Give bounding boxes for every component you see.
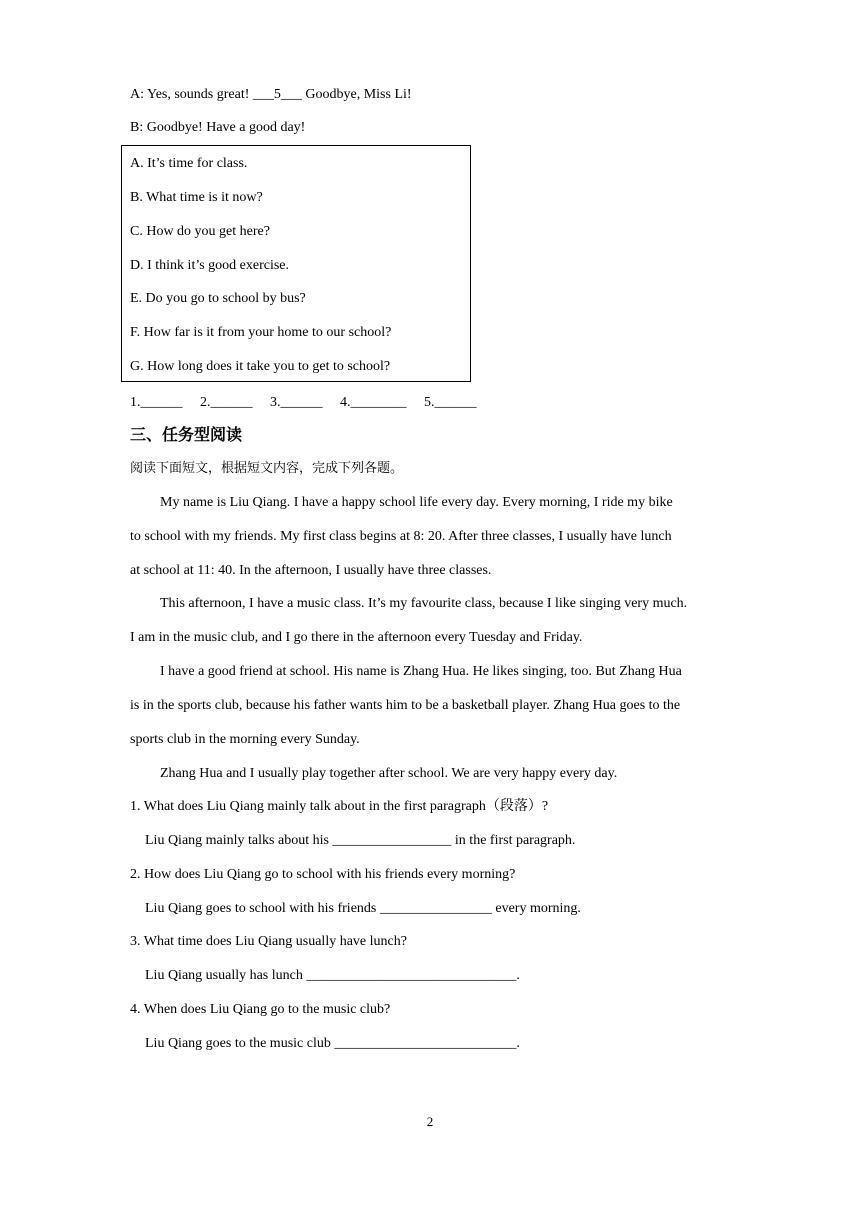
- section-instruction: 阅读下面短文，根据短文内容，完成下列各题。: [130, 461, 404, 476]
- answer-row: [130, 393, 491, 413]
- answer-slot-1: 1.______: [130, 395, 183, 410]
- answer-slot-5: 5.______: [424, 395, 477, 410]
- question-2: 2. How does Liu Qiang go to school with his friends every morning?: [130, 867, 516, 882]
- question-3: 3. What time does Liu Qiang usually have lunch?: [130, 934, 407, 949]
- answer-slot-3: 3.______: [270, 395, 323, 410]
- dialog-a-blank: ___5___: [252, 87, 302, 102]
- option-g: G. How long does it take you to get to school?: [130, 359, 391, 374]
- dialog-a-text: A: Yes, sounds great!: [130, 87, 253, 102]
- answer-slot-2: 2.______: [200, 395, 253, 410]
- passage-line: at school at 11: 40. In the afternoon, I usually have three classes.: [130, 563, 492, 578]
- options-box: [121, 145, 471, 382]
- question-4: 4. When does Liu Qiang go to the music club?: [130, 1002, 391, 1017]
- passage-line: This afternoon, I have a music class. It’s my favourite class, because I like singing very much.: [160, 596, 688, 611]
- passage-line: sports club in the morning every Sunday.: [130, 732, 360, 747]
- passage-line: I am in the music club, and I go there in the afternoon every Tuesday and Friday.: [130, 630, 583, 645]
- answer-line-4: Liu Qiang goes to the music club __________________________.: [145, 1036, 520, 1051]
- page-number: 2: [426, 1114, 434, 1129]
- dialog-line-a: [130, 85, 412, 105]
- option-d: D. I think it’s good exercise.: [130, 258, 290, 273]
- option-c: C. How do you get here?: [130, 224, 270, 239]
- answer-slot-4: 4.________: [340, 395, 407, 410]
- question-1: 1. What does Liu Qiang mainly talk about in the first paragraph（段落）?: [130, 799, 549, 814]
- option-f: F. How far is it from your home to our school?: [130, 325, 392, 340]
- passage-line: to school with my friends. My first class begins at 8: 20. After three classes, I usually have lunch: [130, 529, 672, 544]
- answer-line-2: Liu Qiang goes to school with his friends ________________ every morning.: [145, 901, 581, 916]
- section-title: 三、任务型阅读: [130, 425, 243, 444]
- answer-line-3: Liu Qiang usually has lunch ______________________________.: [145, 968, 520, 983]
- passage-line: is in the sports club, because his father wants him to be a basketball player. Zhang Hua goes to the: [130, 698, 681, 713]
- passage-line: Zhang Hua and I usually play together after school. We are very happy every day.: [160, 766, 618, 781]
- option-b: B. What time is it now?: [130, 190, 263, 205]
- dialog-a-text-end: Goodbye, Miss Li!: [305, 87, 412, 102]
- option-a: A. It’s time for class.: [130, 156, 248, 171]
- dialog-line-b: B: Goodbye! Have a good day!: [130, 120, 306, 135]
- passage-line: I have a good friend at school. His name is Zhang Hua. He likes singing, too. But Zhang Hua: [160, 664, 682, 679]
- option-e: E. Do you go to school by bus?: [130, 291, 306, 306]
- answer-line-1: Liu Qiang mainly talks about his _________________ in the first paragraph.: [145, 833, 576, 848]
- passage-line: My name is Liu Qiang. I have a happy school life every day. Every morning, I ride my bike: [160, 495, 673, 510]
